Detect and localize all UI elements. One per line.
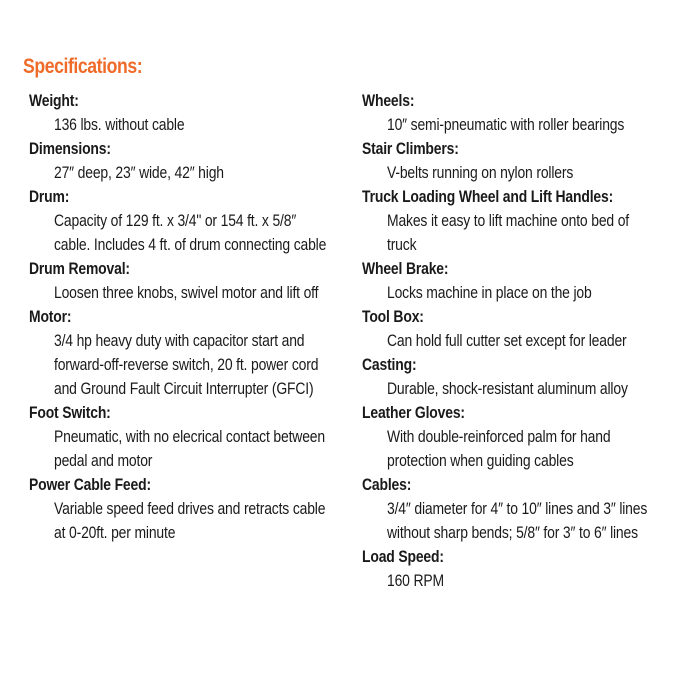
spec-label: Wheels: [362,91,415,110]
spec-value: 10″ semi-pneumatic with roller bearings [387,115,625,134]
spec-value: Loosen three knobs, swivel motor and lift off [54,283,319,302]
spec-label: Dimensions: [29,139,111,158]
spec-weight [29,89,394,137]
spec-cables [362,473,700,545]
spec-tool-box [362,305,700,353]
spec-label: Leather Gloves: [362,403,465,422]
spec-foot-switch [29,401,394,473]
left-column [29,89,394,545]
spec-leather-gloves [362,401,700,473]
spec-label: Stair Climbers: [362,139,459,158]
spec-value: 136 lbs. without cable [54,115,185,134]
spec-wheel-brake [362,257,700,305]
spec-value: 3/4″ diameter for 4″ to 10″ lines and 3″ lines without sharp bends; 5/8″ for 3″ to 6″ lines [387,499,648,542]
spec-label: Tool Box: [362,307,424,326]
spec-power-cable-feed [29,473,394,545]
spec-label: Load Speed: [362,547,444,566]
spec-value: Variable speed feed drives and retracts cable at 0-20ft. per minute [54,499,326,542]
spec-motor [29,305,394,401]
spec-value: Makes it easy to lift machine onto bed of truck [387,211,630,254]
spec-drum-removal [29,257,394,305]
spec-stair-climbers [362,137,700,185]
spec-value: V-belts running on nylon rollers [387,163,574,182]
spec-dimensions [29,137,394,185]
spec-label: Weight: [29,91,79,110]
spec-value: With double-reinforced palm for hand protection when guiding cables [387,427,611,470]
spec-label: Motor: [29,307,72,326]
spec-value: Capacity of 129 ft. x 3/4" or 154 ft. x 5/8″ cable. Includes 4 ft. of drum connecting cable [54,211,327,254]
spec-value: 3/4 hp heavy duty with capacitor start and forward-off-reverse switch, 20 ft. power cord and Ground Fault Circuit Interrupter (GFCI) [54,331,319,398]
spec-value: Can hold full cutter set except for leader [387,331,627,350]
spec-drum [29,185,394,257]
spec-value: 27″ deep, 23″ wide, 42″ high [54,163,224,182]
spec-value: Locks machine in place on the job [387,283,592,302]
right-column [362,89,700,593]
spec-load-speed [362,545,700,593]
spec-value: Durable, shock-resistant aluminum alloy [387,379,628,398]
spec-casting [362,353,700,401]
spec-truck-loading [362,185,700,257]
spec-label: Casting: [362,355,417,374]
spec-label: Drum: [29,187,70,206]
spec-label: Truck Loading Wheel and Lift Handles: [362,187,614,206]
spec-value: Pneumatic, with no elecrical contact between pedal and motor [54,427,325,470]
spec-value: 160 RPM [387,571,444,590]
spec-wheels [362,89,700,137]
spec-label: Foot Switch: [29,403,111,422]
spec-label: Wheel Brake: [362,259,449,278]
spec-label: Cables: [362,475,412,494]
spec-label: Drum Removal: [29,259,130,278]
page-title: Specifications: [23,55,143,78]
spec-label: Power Cable Feed: [29,475,151,494]
